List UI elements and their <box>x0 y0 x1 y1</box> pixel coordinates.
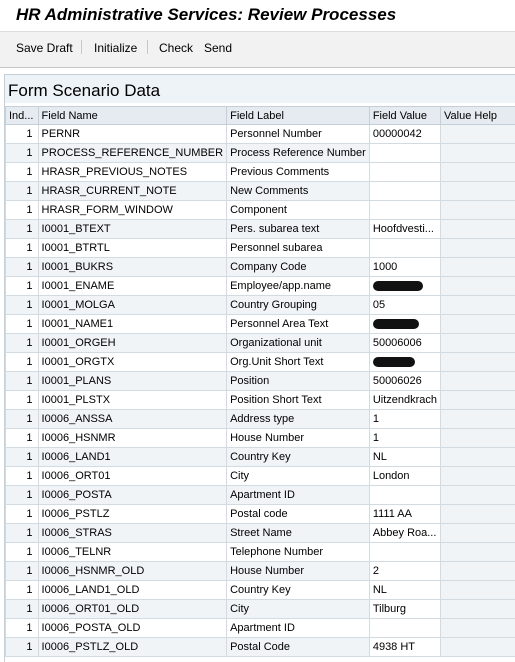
field-name-cell: HRASR_FORM_WINDOW <box>38 201 227 220</box>
column-header-field-value[interactable]: Field Value <box>369 107 440 125</box>
field-name-cell: I0006_POSTA_OLD <box>38 619 227 638</box>
value-help-cell[interactable] <box>441 315 515 334</box>
check-button[interactable]: Check <box>159 41 193 55</box>
row-index-cell: 1 <box>6 353 39 372</box>
form-scenario-table <box>5 106 515 657</box>
value-help-cell[interactable] <box>441 277 515 296</box>
field-name-cell: I0001_BUKRS <box>38 258 227 277</box>
table-row[interactable] <box>6 201 515 220</box>
table-row[interactable] <box>6 486 515 505</box>
field-value-input[interactable]: Tilburg <box>369 600 440 619</box>
row-index-cell: 1 <box>6 315 39 334</box>
field-label-cell: City <box>227 600 370 619</box>
column-header-field-name[interactable]: Field Name <box>38 107 227 125</box>
value-help-cell[interactable] <box>441 638 515 657</box>
field-name-cell: HRASR_CURRENT_NOTE <box>38 182 227 201</box>
table-row[interactable] <box>6 220 515 239</box>
table-row[interactable] <box>6 543 515 562</box>
value-help-cell[interactable] <box>441 163 515 182</box>
table-row[interactable] <box>6 524 515 543</box>
field-value-input[interactable] <box>369 543 440 562</box>
field-name-cell: I0001_ORGTX <box>38 353 227 372</box>
row-index-cell: 1 <box>6 543 39 562</box>
field-value-input[interactable] <box>369 277 440 296</box>
value-help-cell[interactable] <box>441 391 515 410</box>
field-label-cell: Apartment ID <box>227 486 370 505</box>
field-label-cell: Personnel subarea <box>227 239 370 258</box>
table-row[interactable] <box>6 334 515 353</box>
row-index-cell: 1 <box>6 201 39 220</box>
row-index-cell: 1 <box>6 486 39 505</box>
send-button[interactable]: Send <box>204 41 232 55</box>
redacted-value-mark <box>373 319 419 329</box>
table-row[interactable] <box>6 182 515 201</box>
field-name-cell: I0006_ANSSA <box>38 410 227 429</box>
field-label-cell: Position Short Text <box>227 391 370 410</box>
field-value-input[interactable]: London <box>369 467 440 486</box>
value-help-cell[interactable] <box>441 619 515 638</box>
value-help-cell[interactable] <box>441 258 515 277</box>
field-label-cell: Organizational unit <box>227 334 370 353</box>
field-label-cell: Country Grouping <box>227 296 370 315</box>
row-index-cell: 1 <box>6 524 39 543</box>
field-name-cell: I0006_HSNMR_OLD <box>38 562 227 581</box>
value-help-cell[interactable] <box>441 182 515 201</box>
toolbar <box>0 31 515 68</box>
value-help-cell[interactable] <box>441 239 515 258</box>
value-help-cell[interactable] <box>441 125 515 144</box>
field-name-cell: I0006_LAND1_OLD <box>38 581 227 600</box>
field-value-input[interactable]: 00000042 <box>369 125 440 144</box>
field-value-input[interactable]: NL <box>369 581 440 600</box>
field-label-cell: New Comments <box>227 182 370 201</box>
field-value-input[interactable]: NL <box>369 448 440 467</box>
field-value-input[interactable]: 50006006 <box>369 334 440 353</box>
field-name-cell: I0006_ORT01_OLD <box>38 600 227 619</box>
table-row[interactable] <box>6 581 515 600</box>
row-index-cell: 1 <box>6 125 39 144</box>
value-help-cell[interactable] <box>441 543 515 562</box>
field-label-cell: Personnel Number <box>227 125 370 144</box>
value-help-cell[interactable] <box>441 429 515 448</box>
field-label-cell: House Number <box>227 429 370 448</box>
value-help-cell[interactable] <box>441 353 515 372</box>
field-name-cell: PROCESS_REFERENCE_NUMBER <box>38 144 227 163</box>
field-label-cell: Previous Comments <box>227 163 370 182</box>
row-index-cell: 1 <box>6 277 39 296</box>
field-name-cell: I0006_HSNMR <box>38 429 227 448</box>
table-row[interactable] <box>6 144 515 163</box>
column-header-value-help[interactable]: Value Help <box>441 107 515 125</box>
field-value-input[interactable] <box>369 144 440 163</box>
value-help-cell[interactable] <box>441 581 515 600</box>
value-help-cell[interactable] <box>441 144 515 163</box>
field-name-cell: I0001_MOLGA <box>38 296 227 315</box>
table-row[interactable] <box>6 429 515 448</box>
field-value-input[interactable] <box>369 486 440 505</box>
row-index-cell: 1 <box>6 296 39 315</box>
table-header-row <box>6 107 515 125</box>
table-row[interactable] <box>6 277 515 296</box>
row-index-cell: 1 <box>6 391 39 410</box>
initialize-button[interactable]: Initialize <box>94 41 137 55</box>
row-index-cell: 1 <box>6 562 39 581</box>
field-name-cell: I0001_ORGEH <box>38 334 227 353</box>
field-value-input[interactable]: 4938 HT <box>369 638 440 657</box>
field-name-cell: I0001_PLANS <box>38 372 227 391</box>
field-label-cell: Process Reference Number <box>227 144 370 163</box>
table-row[interactable] <box>6 296 515 315</box>
field-name-cell: HRASR_PREVIOUS_NOTES <box>38 163 227 182</box>
column-header-field-label[interactable]: Field Label <box>227 107 370 125</box>
row-index-cell: 1 <box>6 182 39 201</box>
table-row[interactable] <box>6 600 515 619</box>
field-label-cell: Org.Unit Short Text <box>227 353 370 372</box>
toolbar-separator <box>81 40 82 54</box>
row-index-cell: 1 <box>6 372 39 391</box>
value-help-cell[interactable] <box>441 600 515 619</box>
table-row[interactable] <box>6 638 515 657</box>
value-help-cell[interactable] <box>441 201 515 220</box>
value-help-cell[interactable] <box>441 448 515 467</box>
row-index-cell: 1 <box>6 638 39 657</box>
row-index-cell: 1 <box>6 258 39 277</box>
row-index-cell: 1 <box>6 334 39 353</box>
table-row[interactable] <box>6 505 515 524</box>
form-scenario-panel <box>4 74 515 662</box>
field-label-cell: City <box>227 467 370 486</box>
field-label-cell: Country Key <box>227 448 370 467</box>
row-index-cell: 1 <box>6 619 39 638</box>
table-body <box>6 125 515 657</box>
row-index-cell: 1 <box>6 448 39 467</box>
field-label-cell: Personnel Area Text <box>227 315 370 334</box>
field-value-input[interactable]: 05 <box>369 296 440 315</box>
field-label-cell: Country Key <box>227 581 370 600</box>
row-index-cell: 1 <box>6 505 39 524</box>
row-index-cell: 1 <box>6 220 39 239</box>
field-label-cell: Postal code <box>227 505 370 524</box>
field-name-cell: I0006_LAND1 <box>38 448 227 467</box>
title-bar <box>0 0 515 31</box>
field-name-cell: I0006_POSTA <box>38 486 227 505</box>
field-name-cell: I0001_ENAME <box>38 277 227 296</box>
table-row[interactable] <box>6 372 515 391</box>
toolbar-separator <box>147 40 148 54</box>
table-row[interactable] <box>6 448 515 467</box>
field-name-cell: I0001_NAME1 <box>38 315 227 334</box>
field-label-cell: House Number <box>227 562 370 581</box>
field-label-cell: Company Code <box>227 258 370 277</box>
field-label-cell: Street Name <box>227 524 370 543</box>
value-help-cell[interactable] <box>441 372 515 391</box>
value-help-cell[interactable] <box>441 467 515 486</box>
row-index-cell: 1 <box>6 467 39 486</box>
table-row[interactable] <box>6 619 515 638</box>
field-value-input[interactable]: 1 <box>369 410 440 429</box>
value-help-cell[interactable] <box>441 334 515 353</box>
table-row[interactable] <box>6 353 515 372</box>
table-row[interactable] <box>6 391 515 410</box>
field-value-input[interactable]: 1111 AA <box>369 505 440 524</box>
field-name-cell: I0006_PSTLZ_OLD <box>38 638 227 657</box>
panel-header <box>5 75 515 103</box>
table-row[interactable] <box>6 410 515 429</box>
field-value-input[interactable] <box>369 201 440 220</box>
field-value-input[interactable]: 50006026 <box>369 372 440 391</box>
redacted-value-mark <box>373 357 415 367</box>
value-help-cell[interactable] <box>441 486 515 505</box>
row-index-cell: 1 <box>6 600 39 619</box>
row-index-cell: 1 <box>6 239 39 258</box>
table-row[interactable] <box>6 125 515 144</box>
field-value-input[interactable] <box>369 163 440 182</box>
field-name-cell: I0006_STRAS <box>38 524 227 543</box>
row-index-cell: 1 <box>6 410 39 429</box>
row-index-cell: 1 <box>6 163 39 182</box>
value-help-cell[interactable] <box>441 220 515 239</box>
field-value-input[interactable] <box>369 353 440 372</box>
panel-title: Form Scenario Data <box>8 81 160 101</box>
window-title: HR Administrative Services: Review Processes <box>16 5 396 25</box>
field-name-cell: I0001_PLSTX <box>38 391 227 410</box>
field-value-input[interactable]: 2 <box>369 562 440 581</box>
field-label-cell: Position <box>227 372 370 391</box>
field-name-cell: I0006_ORT01 <box>38 467 227 486</box>
field-label-cell: Address type <box>227 410 370 429</box>
field-value-input[interactable] <box>369 619 440 638</box>
field-value-input[interactable] <box>369 182 440 201</box>
row-index-cell: 1 <box>6 429 39 448</box>
save-draft-button[interactable]: Save Draft <box>16 41 73 55</box>
value-help-cell[interactable] <box>441 505 515 524</box>
field-name-cell: I0001_BTRTL <box>38 239 227 258</box>
field-value-input[interactable] <box>369 239 440 258</box>
value-help-cell[interactable] <box>441 562 515 581</box>
value-help-cell[interactable] <box>441 524 515 543</box>
table-row[interactable] <box>6 315 515 334</box>
field-value-input[interactable]: Abbey Roa... <box>369 524 440 543</box>
field-value-input[interactable]: Hoofdvesti... <box>369 220 440 239</box>
field-value-input[interactable]: 1000 <box>369 258 440 277</box>
field-label-cell: Pers. subarea text <box>227 220 370 239</box>
field-label-cell: Postal Code <box>227 638 370 657</box>
row-index-cell: 1 <box>6 144 39 163</box>
field-label-cell: Employee/app.name <box>227 277 370 296</box>
redacted-value-mark <box>373 281 423 291</box>
table-row[interactable] <box>6 258 515 277</box>
column-header-index[interactable]: Ind... <box>6 107 39 125</box>
field-name-cell: I0006_PSTLZ <box>38 505 227 524</box>
field-label-cell: Telephone Number <box>227 543 370 562</box>
value-help-cell[interactable] <box>441 296 515 315</box>
field-name-cell: I0006_TELNR <box>38 543 227 562</box>
field-name-cell: PERNR <box>38 125 227 144</box>
field-name-cell: I0001_BTEXT <box>38 220 227 239</box>
row-index-cell: 1 <box>6 581 39 600</box>
table-row[interactable] <box>6 163 515 182</box>
table-row[interactable] <box>6 467 515 486</box>
table-row[interactable] <box>6 562 515 581</box>
field-value-input[interactable]: Uitzendkrach <box>369 391 440 410</box>
field-label-cell: Component <box>227 201 370 220</box>
field-value-input[interactable]: 1 <box>369 429 440 448</box>
field-value-input[interactable] <box>369 315 440 334</box>
field-label-cell: Apartment ID <box>227 619 370 638</box>
value-help-cell[interactable] <box>441 410 515 429</box>
table-row[interactable] <box>6 239 515 258</box>
